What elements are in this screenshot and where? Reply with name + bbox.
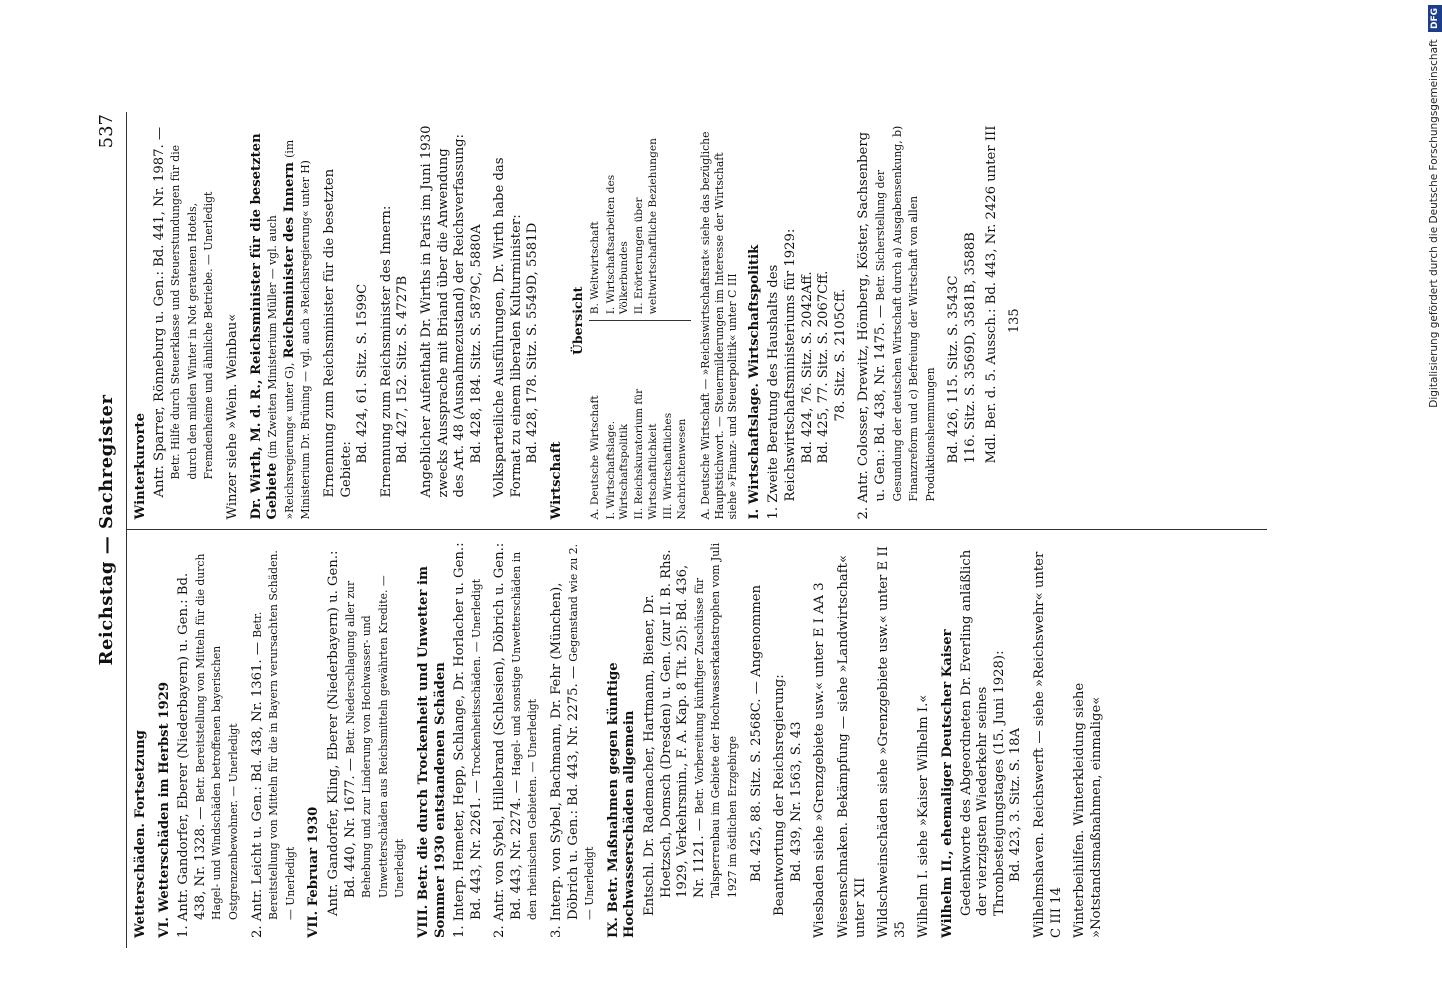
entry-deutsche-wirtschaft: A. Deutsche Wirtschaft — »Reichswirtschaftsrat« siehe das bezügliche Hauptstichwort. — Steuermilderungen im Interesse der Wirtschaft siehe »Finanz- und Steuerpolitik« unter C III [699,131,740,520]
entry-vii-text: Antr. Gandorfer, Kling, Eberer (Niederbayern) u. Gen.: Bd. 440, Nr. 1677. — [325,550,358,916]
two-column-body [127,112,1267,948]
entry-wirth-ernennung1: Ernennung zum Reichsminister für die besetzten Gebiete: [321,168,354,498]
entry-wilhelm-i: Wilhelm I. siehe »Kaiser Wilhelm I.« [916,694,932,938]
dfg-logo: DFG [1428,5,1442,32]
entry-wirth-note1: (im Zweiten Ministerium Müller — vgl. auch »Reichsregierung« unter G), [266,215,296,520]
entry-ix-subject: Betr. Vorbereitung künftiger Zuschüsse für Talsperrenbau im Gebiete der Hochwasserkatastrophen vom Juli 1927 im östlichen Erzgebirge [692,542,739,898]
entry-viii-3 [549,541,599,938]
entry-viii-1-text: 1. Interp. Hemeter, Hepp, Schlange, Dr. Horlacher u. Gen.: Bd. 443, Nr. 2261. — [452,542,484,938]
entry-dw-i-2-subject: Betr. Sicherstellung der Gesundung der deutschen Wirtschaft durch a) Ausgabensenkung, b) Finanzreform und c) Befreiung der Wirtschaft von allen Produktionshemmungen [874,125,937,502]
entry-vii [326,541,409,921]
entry-viii-2-subject: Hagel- und sonstige Unwetterschäden in den rheinischen Gebieten. — Unerledigt [509,551,540,920]
entry-winterkurorte-subject: Betr. Hilfe durch Steuerklasse und Steuerstundungen für die durch den milden Winter in Not geratenen Hotels, Fremdenheime und ähnliche Betriebe. — Unerledigt [169,144,216,480]
entry-wiesbaden: Wiesbaden siehe »Grenzgebiete usw.« unter E I AA 3 [812,582,828,938]
overview-col-a [589,320,691,519]
entry-wilhelm-ii-reference: Bd. 423, 3. Sitz. S. 18A [1008,728,1024,882]
entry-vi-1-subject: Betr. Bereitstellung von Mitteln für die durch Hagel- und Windschäden betroffenen bayerischen Ostgrenzenbewohner. — Unerledigt [193,553,240,920]
entry-winterkurorte-antrag: Antr. Sparrer, Rönneburg u. Gen.: Bd. 441, Nr. 1987. — [151,126,167,498]
footer-number: 135 [1007,308,1023,334]
section-vii-heading: VII. Februar 1930 [306,806,322,938]
entry-wirth-title: Dr. Wirth, M. d. R., Reichsminister für die besetzten Gebiete [248,133,281,520]
entry-wildschweinschaeden: Wildschweinschäden siehe »Grenzgebiete usw.« unter E II 35 [876,546,908,938]
entry-ix-answer: Beantwortung der Reichsregierung: [772,674,788,916]
entry-wetterschaeden: Wetterschäden. Fortsetzung [133,730,148,938]
entry-wirth-note2: (im Ministerium Dr. Brüning — vgl. auch »Reichsregierung« unter H) [282,139,313,520]
overview-b-ii: II. Erörterungen über weltwirtschaftliche Beziehungen [633,137,659,315]
right-column [127,112,1267,530]
overview-b-i: I. Wirtschaftsarbeiten des Völkerbundes [604,174,631,315]
entry-viii-3-subject: Gegenstand wie zu 2. — Unerledigt [566,543,597,920]
page-title: Reichstag — Sachregister [96,394,117,666]
entry-vi-2 [249,541,300,938]
digitization-note [1427,5,1441,995]
entry-viii-2 [492,541,542,938]
entry-dw-i-2-ref2: 116. Sitz. S. 3569D, 3581B, 3588B [963,232,978,464]
left-column [127,530,1267,949]
entry-dw-i-1-ref3: 78. Sitz. S. 2105Cff. [832,288,848,422]
entry-dw-i-1-ref1: Bd. 424, 76. Sitz. S. 2042Aff. [799,271,815,464]
overview-a-ii: II. Reichskuratorium für Wirtschaftlichkeit [633,388,659,520]
entry-dw-i-2-ref1: Bd. 426, 115. Sitz. S. 3543C [946,275,962,464]
entry-ix-text: Entschl. Dr. Rademacher, Hartmann, Biener, Dr. Hoetzsch, Domsch (Dresden) u. Gen. (zur II. B. Rhs. 1929, Verkehrsmin., F. A. Kap. 8 Tit. 25): Bd. 436, Nr. 1121. — [642,549,707,916]
entry-winterbeihilfen: Winterbeihilfen. Winterkleidung siehe »Notstandsmaßnahmen, einmalige« [1072,682,1104,938]
entry-ix-reference: Bd. 425, 88. Sitz. S. 2568C. — Angenommen [748,584,764,882]
entry-wirth-ernennung1-ref: Bd. 424, 61. Sitz. S. 1599C [355,283,371,464]
entry-ix [642,541,742,921]
entry-winzer: Winzer siehe »Wein. Weinbau« [224,313,240,520]
entry-viii-2-text: 2. Antr. von Sybel, Hillebrand (Schlesien), Döbrich u. Gen.: Bd. 443, Nr. 2274. — [492,542,524,938]
section-ix-heading: IX. Betr. Maßnahmen gegen künftige Hochwasserschäden allgemein [605,662,638,938]
entry-winterkurorte: Winterkurorte [133,412,148,520]
entry-dw-i-2-ref3: Mdl. Ber. d. 5. Aussch.: Bd. 443, Nr. 2426 unter III [983,125,999,464]
entry-vi-1-text: 1. Antr. Gandorfer, Eberer (Niederbayern) u. Gen.: Bd. 438, Nr. 1328. — [176,572,208,938]
entry-wirth-aufenthalt-ref: Bd. 428, 184. Sitz. S. 5879C, 5880A [468,224,484,464]
entry-wilhelmshaven: Wilhelmshaven. Reichswerft — siehe »Reichswehr« unter C III 14 [1031,551,1064,938]
entry-vii-subject: Betr. Niederschlagung aller zur Behebung und zur Linderung von Hochwasser- und Unwetterschäden aus Reichsmitteln gewährten Kredite. — Unerledigt [343,575,407,898]
entry-wirth [249,122,315,520]
overview-a-i: I. Wirtschaftslage. Wirtschaftspolitik [604,420,631,520]
entry-wirth-aufenthalt: Angeblicher Aufenthalt Dr. Wirths in Paris im Juni 1930 zwecks Aussprache mit Briand über die Anwendung des Art. 48 (Ausnahmezustand) der Reichsverfassung: [418,125,468,498]
entry-vi-2-text: 2. Antr. Leicht u. Gen.: Bd. 438, Nr. 1361. — [249,642,265,938]
entry-viii-1-subject: Trockenheitsschäden. — Unerledigt [469,578,483,776]
entry-wirth-title2: Reichsminister des Innern [281,162,297,359]
entry-dw-i-1-ref2: Bd. 425, 77. Sitz. S. 2067Cff. [816,270,832,464]
entry-viii-3-text: 3. Interp. von Sybel, Bachmann, Dr. Fehr (München), Döbrich u. Gen.: Bd. 443, Nr. 2275. — [549,582,581,938]
entry-ix-answer-reference: Bd. 439, Nr. 1563, S. 43 [788,721,804,882]
section-dw-i-heading: I. Wirtschaftslage. Wirtschaftspolitik [746,244,762,520]
entry-wilhelm-ii-text: Gedenkworte des Abgeordneten Dr. Everling anläßlich der vierzigsten Wiederkehr seines Thronbesteigungstages (15. Juni 1928): [958,549,1007,916]
entry-wirth-volkspartei-ref: Bd. 428, 178. Sitz. S. 5549D, 5581D [525,222,541,464]
overview-title: Übersicht [569,286,585,355]
scanned-page [84,90,1329,970]
entry-wiesenschnaken: Wiesenschnaken. Bekämpfung — siehe »Landwirtschaft« unter XII [835,554,868,938]
entry-dw-i-1: 1. Zweite Beratung des Haushalts des Reichswirtschaftsministeriums für 1929: [766,228,799,520]
entry-viii-1 [452,541,485,938]
digitization-note-text: Digitalisierung gefördert durch die Deutsche Forschungsgemeinschaft [1428,39,1440,408]
section-vi-heading: VI. Wetterschäden im Herbst 1929 [156,682,172,938]
entry-wirth-ernennung2: Ernennung zum Reichsminister des Innern: [378,205,394,498]
overview-a: A. Deutsche Wirtschaft [589,395,602,520]
entry-winterkurorte-text [152,122,218,502]
entry-vi-2-subject: Betr. Bereitstellung von Mitteln für die in Bayern verursachten Schäden. — Unerledigt [250,550,297,920]
entry-wirth-volkspartei: Volksparteiliche Ausführungen, Dr. Wirth habe das Format zu einem liberalen Kulturminister: [492,157,524,498]
entry-wirtschaft: Wirtschaft [549,441,565,520]
section-viii-heading: VIII. Betr. die durch Trockenheit und Unwetter im Sommer 1930 entstandenen Schäden [415,566,448,938]
page-header [92,112,127,948]
overview-b: B. Weltwirtschaft [589,221,602,315]
entry-wirth-ernennung2-ref: Bd. 427, 152. Sitz. S. 4727B [395,275,411,464]
entry-wilhelm-ii: Wilhelm II., ehemaliger Deutscher Kaiser [939,629,955,938]
overview-table [589,122,691,520]
page-number: 537 [96,114,117,149]
entry-dw-i-2 [856,122,939,520]
entry-dw-i-2-text: 2. Antr. Colosser, Drewitz, Hömberg, Köster, Sachsenberg u. Gen.: Bd. 438, Nr. 1475. — [856,131,889,520]
overview-a-iii: III. Wirtschaftliches Nachrichtenwesen [662,412,688,520]
overview-col-b [589,122,691,320]
entry-vi-1 [176,541,242,938]
